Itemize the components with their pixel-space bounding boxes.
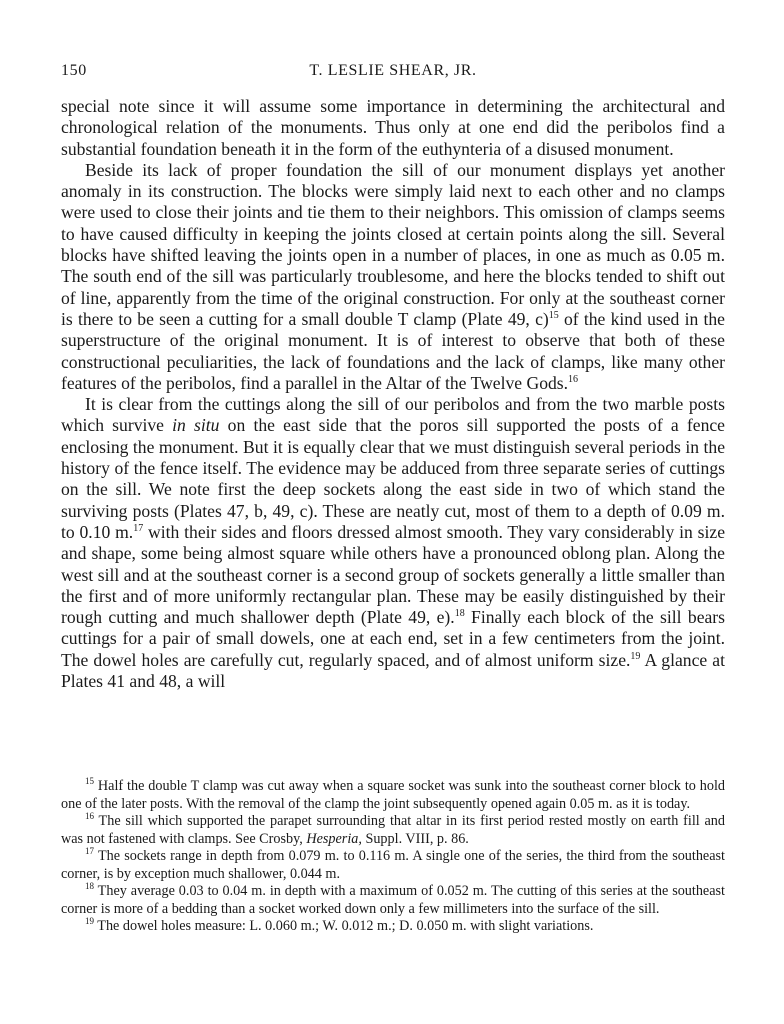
footnote-ref: 17 bbox=[133, 522, 144, 534]
journal-title: Hesperia, bbox=[306, 830, 362, 847]
footnote bbox=[61, 813, 725, 848]
footnotes bbox=[61, 778, 725, 936]
paragraph-text: Beside its lack of proper foundation the sill of our monument displays yet another anomaly in its construction. The blocks were simply laid next to each other and no clamps were used to close their joints and tie them to their neighbors. This omission of clamps seems to have caused difficulty in keeping the joints closed at certain points along the sill. Several blocks have shifted leaving the joints open in a number of places, in one as much as 0.05 m. The south end of the sill was particularly troublesome, and here the blocks tended to shift out of line, apparently from the time of the original construction. For only at the southeast corner is there to be seen a cutting for a small double T clamp (Plate 49, c) bbox=[61, 159, 725, 329]
page-header bbox=[61, 62, 725, 84]
body-text bbox=[61, 96, 725, 692]
footnote bbox=[61, 848, 725, 883]
footnote-text: Suppl. VIII, p. 86. bbox=[361, 830, 469, 847]
footnote-text: The dowel holes measure: L. 0.060 m.; W. 0.012 m.; D. 0.050 m. with slight variations. bbox=[94, 918, 594, 934]
page-number: 150 bbox=[61, 62, 87, 79]
paragraph bbox=[61, 160, 725, 394]
paragraph: special note since it will assume some importance in determining the architectural and chronological relation of the monuments. Thus only at one end did the peribolos find a substantial foundation beneath it in the form of the euthynteria of a disused monument. bbox=[61, 96, 725, 159]
italic-term: in situ bbox=[172, 415, 220, 436]
paragraph-text: on the east side that the poros sill supported the posts of a fence enclosing the monument. But it is equally clear that we must distinguish several periods in the history of the fence itself. The evidence may be adduced from three separate series of cuttings on the sill. We note first the deep sockets along the east side in two of which stand the surviving posts (Plates 47, b, 49, c). These are neatly cut, most of them to a depth of 0.09 m. to 0.10 m. bbox=[61, 415, 725, 542]
footnote-text: The sockets range in depth from 0.079 m. to 0.116 m. A single one of the series, the third from the southeast corner, is by exception much shallower, 0.044 m. bbox=[61, 848, 725, 882]
paragraph bbox=[61, 394, 725, 692]
paragraph-text: Finally each block of the sill bears cuttings for a pair of small dowels, one at each end, set in a few centimeters from the joint. The dowel holes are carefully cut, regularly spaced, and of almost uniform size. bbox=[61, 607, 726, 670]
footnote bbox=[61, 883, 725, 918]
footnote-text: Half the double T clamp was cut away when a square socket was sunk into the southeast corner block to hold one of the later posts. With the removal of the clamp the joint subsequently opened again 0.05 m. as it is today. bbox=[61, 778, 725, 812]
paragraph-text: It is clear from the cuttings along the sill of our peribolos and from the two marble posts which survive bbox=[61, 394, 725, 436]
footnote-number: 15 bbox=[85, 776, 94, 786]
footnote-text: They average 0.03 to 0.04 m. in depth with a maximum of 0.052 m. The cutting of this series at the southeast corner is more of a bedding than a socket worked down only a few millimeters into the surface of the sill. bbox=[61, 883, 725, 917]
footnote bbox=[61, 918, 725, 936]
paragraph-text: with their sides and floors dressed almost smooth. They vary considerably in size and shape, some being almost square while others have a pronounced oblong plan. Along the west sill and at the southeast corner is a second group of sockets generally a little smaller than the first and of more uniformly rectangular plan. These may be easily distinguished by their rough cutting and much shallower depth (Plate 49, e). bbox=[61, 521, 726, 628]
footnote-number: 17 bbox=[85, 846, 94, 856]
footnote-ref: 18 bbox=[454, 608, 465, 620]
footnote-ref: 16 bbox=[568, 373, 579, 385]
footnote bbox=[61, 778, 725, 813]
footnote-ref: 15 bbox=[548, 309, 559, 321]
footnote-number: 19 bbox=[85, 916, 94, 926]
running-head: T. LESLIE SHEAR, JR. bbox=[309, 62, 477, 79]
paragraph-text: of the kind used in the superstructure of the original monument. It is of interest to observe that both of these constructional peculiarities, the lack of foundations and the lack of clamps, like many other features of the peribolos, find a parallel in the Altar of the Twelve Gods. bbox=[61, 308, 725, 393]
footnote-number: 16 bbox=[85, 811, 94, 821]
paragraph-text: A glance at Plates 41 and 48, a will bbox=[61, 649, 725, 692]
footnote-number: 18 bbox=[85, 881, 94, 891]
footnote-text: The sill which supported the parapet surrounding that altar in its first period rested mostly on earth fill and was not fastened with clamps. See Crosby, bbox=[61, 813, 725, 847]
footnote-ref: 19 bbox=[630, 650, 641, 662]
